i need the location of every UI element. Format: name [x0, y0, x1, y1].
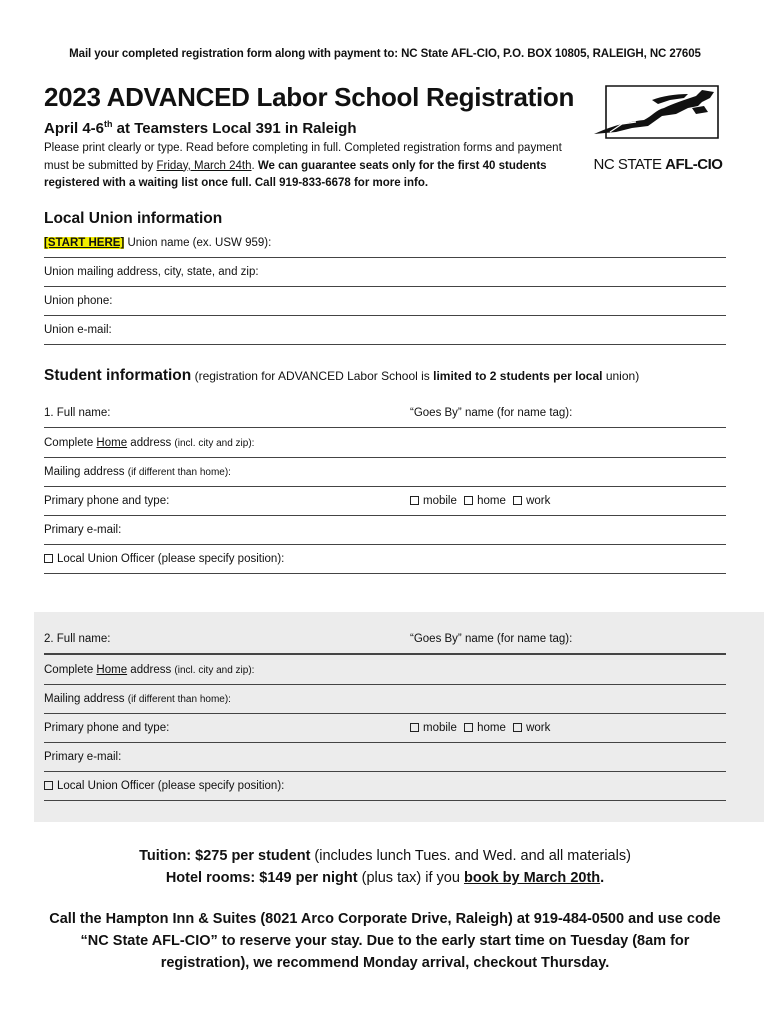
student-2-name-field[interactable]: [44, 627, 726, 655]
student-1-officer-label: [44, 553, 284, 565]
student-2-phone-type-options: [410, 722, 550, 734]
union-email-label: Union e-mail:: [44, 324, 112, 336]
union-phone-field[interactable]: [44, 288, 726, 316]
home-checkbox[interactable]: [464, 723, 473, 732]
mobile-checkbox[interactable]: [410, 496, 419, 505]
logo-text-state: NC STATE: [593, 156, 666, 173]
event-subtitle: [44, 119, 357, 137]
logo-text: [592, 156, 724, 173]
union-phone-label: Union phone:: [44, 295, 113, 307]
student-1-mailing-label: [44, 466, 231, 478]
union-email-field[interactable]: [44, 317, 726, 345]
hotel-booking-instructions: Call the Hampton Inn & Suites (8021 Arco Corporate Drive, Raleigh) at 919-484-0500 and use code “NC State AFL-CIO” to reserve your stay. Due to the early start time on Tuesday (8am for registration), we recommend Monday arrival, checkout Thursday.: [49, 911, 721, 971]
student-2-email-label: Primary e-mail:: [44, 751, 122, 763]
officer-checkbox[interactable]: [44, 554, 53, 563]
home-post: address: [127, 664, 175, 676]
subtitle-date: April 4-6: [44, 120, 105, 137]
logo-text-afl-cio: AFL-CIO: [665, 156, 723, 173]
student-1-phone-type-options: [410, 495, 550, 507]
hotel-period: .: [600, 870, 605, 886]
student-1-mailing-address-field[interactable]: [44, 459, 726, 487]
student-1-email-label: Primary e-mail:: [44, 524, 122, 536]
student-info-heading: [44, 367, 639, 385]
intro-paragraph: [44, 140, 589, 193]
home-label: home: [477, 495, 506, 507]
home-pre: Complete: [44, 664, 97, 676]
home-pre: Complete: [44, 437, 97, 449]
work-checkbox[interactable]: [513, 723, 522, 732]
nc-state-afl-cio-logo: [592, 82, 724, 178]
mobile-label: mobile: [423, 495, 457, 507]
mobile-label: mobile: [423, 722, 457, 734]
home-post: address: [127, 437, 175, 449]
student-2-full-name-label: 2. Full name:: [44, 633, 111, 645]
hotel-deadline: book by March 20th: [463, 870, 601, 886]
union-address-label: Union mailing address, city, state, and zip:: [44, 266, 259, 278]
student-1-name-field[interactable]: [44, 400, 726, 428]
intro-deadline: Friday, March 24th: [156, 159, 252, 172]
work-checkbox[interactable]: [513, 496, 522, 505]
hotel-price: Hotel rooms: $149 per night: [165, 870, 358, 886]
hotel-line: [0, 867, 770, 889]
student-1-officer-field[interactable]: [44, 546, 726, 574]
intro-text: Please print clearly or type. Read before completing in full. Completed registration forms and payment must be submitted by: [44, 142, 562, 172]
nc-state-map-logo-icon: [592, 82, 724, 154]
union-address-field[interactable]: [44, 259, 726, 287]
officer-checkbox[interactable]: [44, 781, 53, 790]
student-2-home-address-field[interactable]: [44, 657, 726, 685]
student-heading-text: Student information: [44, 367, 192, 384]
union-name-text: Union name (ex. USW 959):: [124, 237, 272, 249]
work-label: work: [526, 495, 551, 507]
union-name-label: [44, 237, 271, 249]
student-1-phone-field[interactable]: [44, 488, 726, 516]
student-1-goes-by-label: “Goes By” name (for name tag):: [410, 407, 573, 419]
student-1-phone-label: Primary phone and type:: [44, 495, 170, 507]
student-2-home-address-label: [44, 664, 254, 676]
subtitle-location: at Teamsters Local 391 in Raleigh: [112, 120, 357, 137]
intro-separator: .: [251, 159, 258, 172]
home-small: (incl. city and zip):: [174, 438, 255, 449]
student-2-goes-by-label: “Goes By” name (for name tag):: [410, 633, 573, 645]
page-title: 2023 ADVANCED Labor School Registration: [44, 82, 575, 112]
student-2-phone-field[interactable]: [44, 715, 726, 743]
start-here-marker: [START HERE]: [44, 237, 125, 249]
mailing-text: Mailing address: [44, 693, 128, 705]
mailing-small: (if different than home):: [127, 694, 231, 705]
home-label: home: [477, 722, 506, 734]
home-small: (incl. city and zip):: [174, 665, 255, 676]
student-1-email-field[interactable]: [44, 517, 726, 545]
student-2-mailing-address-field[interactable]: [44, 686, 726, 714]
work-label: work: [526, 722, 551, 734]
mobile-checkbox[interactable]: [410, 723, 419, 732]
mailing-instructions: Mail your completed registration form along with payment to: NC State AFL-CIO, P.O. BOX 10805, RALEIGH, NC 27605: [69, 48, 701, 60]
student-1-home-address-field[interactable]: [44, 430, 726, 458]
local-union-heading: Local Union information: [44, 210, 223, 227]
student-note-pre: (registration for ADVANCED Labor School is: [191, 369, 434, 383]
student-1-full-name-label: 1. Full name:: [44, 407, 111, 419]
officer-text: Local Union Officer (please specify position):: [57, 553, 285, 565]
tuition-line: [0, 845, 770, 867]
home-checkbox[interactable]: [464, 496, 473, 505]
tuition-price: Tuition: $275 per student: [139, 848, 311, 864]
subtitle-date-suffix: th: [104, 119, 113, 129]
officer-text: Local Union Officer (please specify position):: [57, 780, 285, 792]
intro-bold-note: We can guarantee seats only for the first 40 students registered with a waiting list once full. Call 919-833-6678 for more info.: [44, 159, 547, 189]
tuition-details: (includes lunch Tues. and Wed. and all materials): [310, 848, 631, 864]
hotel-details: (plus tax) if you: [357, 870, 464, 886]
student-2-email-field[interactable]: [44, 744, 726, 772]
student-limit-note: [191, 369, 639, 383]
student-note-bold: limited to 2 students per local: [433, 369, 603, 383]
student-2-officer-field[interactable]: [44, 773, 726, 801]
student-2-mailing-label: [44, 693, 231, 705]
home-underlined: Home: [96, 664, 128, 676]
home-underlined: Home: [96, 437, 128, 449]
mailing-small: (if different than home):: [127, 467, 231, 478]
union-name-field[interactable]: [44, 230, 726, 258]
student-2-phone-label: Primary phone and type:: [44, 722, 170, 734]
student-2-officer-label: [44, 780, 284, 792]
student-1-home-address-label: [44, 437, 254, 449]
mailing-text: Mailing address: [44, 466, 128, 478]
student-note-post: union): [602, 369, 640, 383]
